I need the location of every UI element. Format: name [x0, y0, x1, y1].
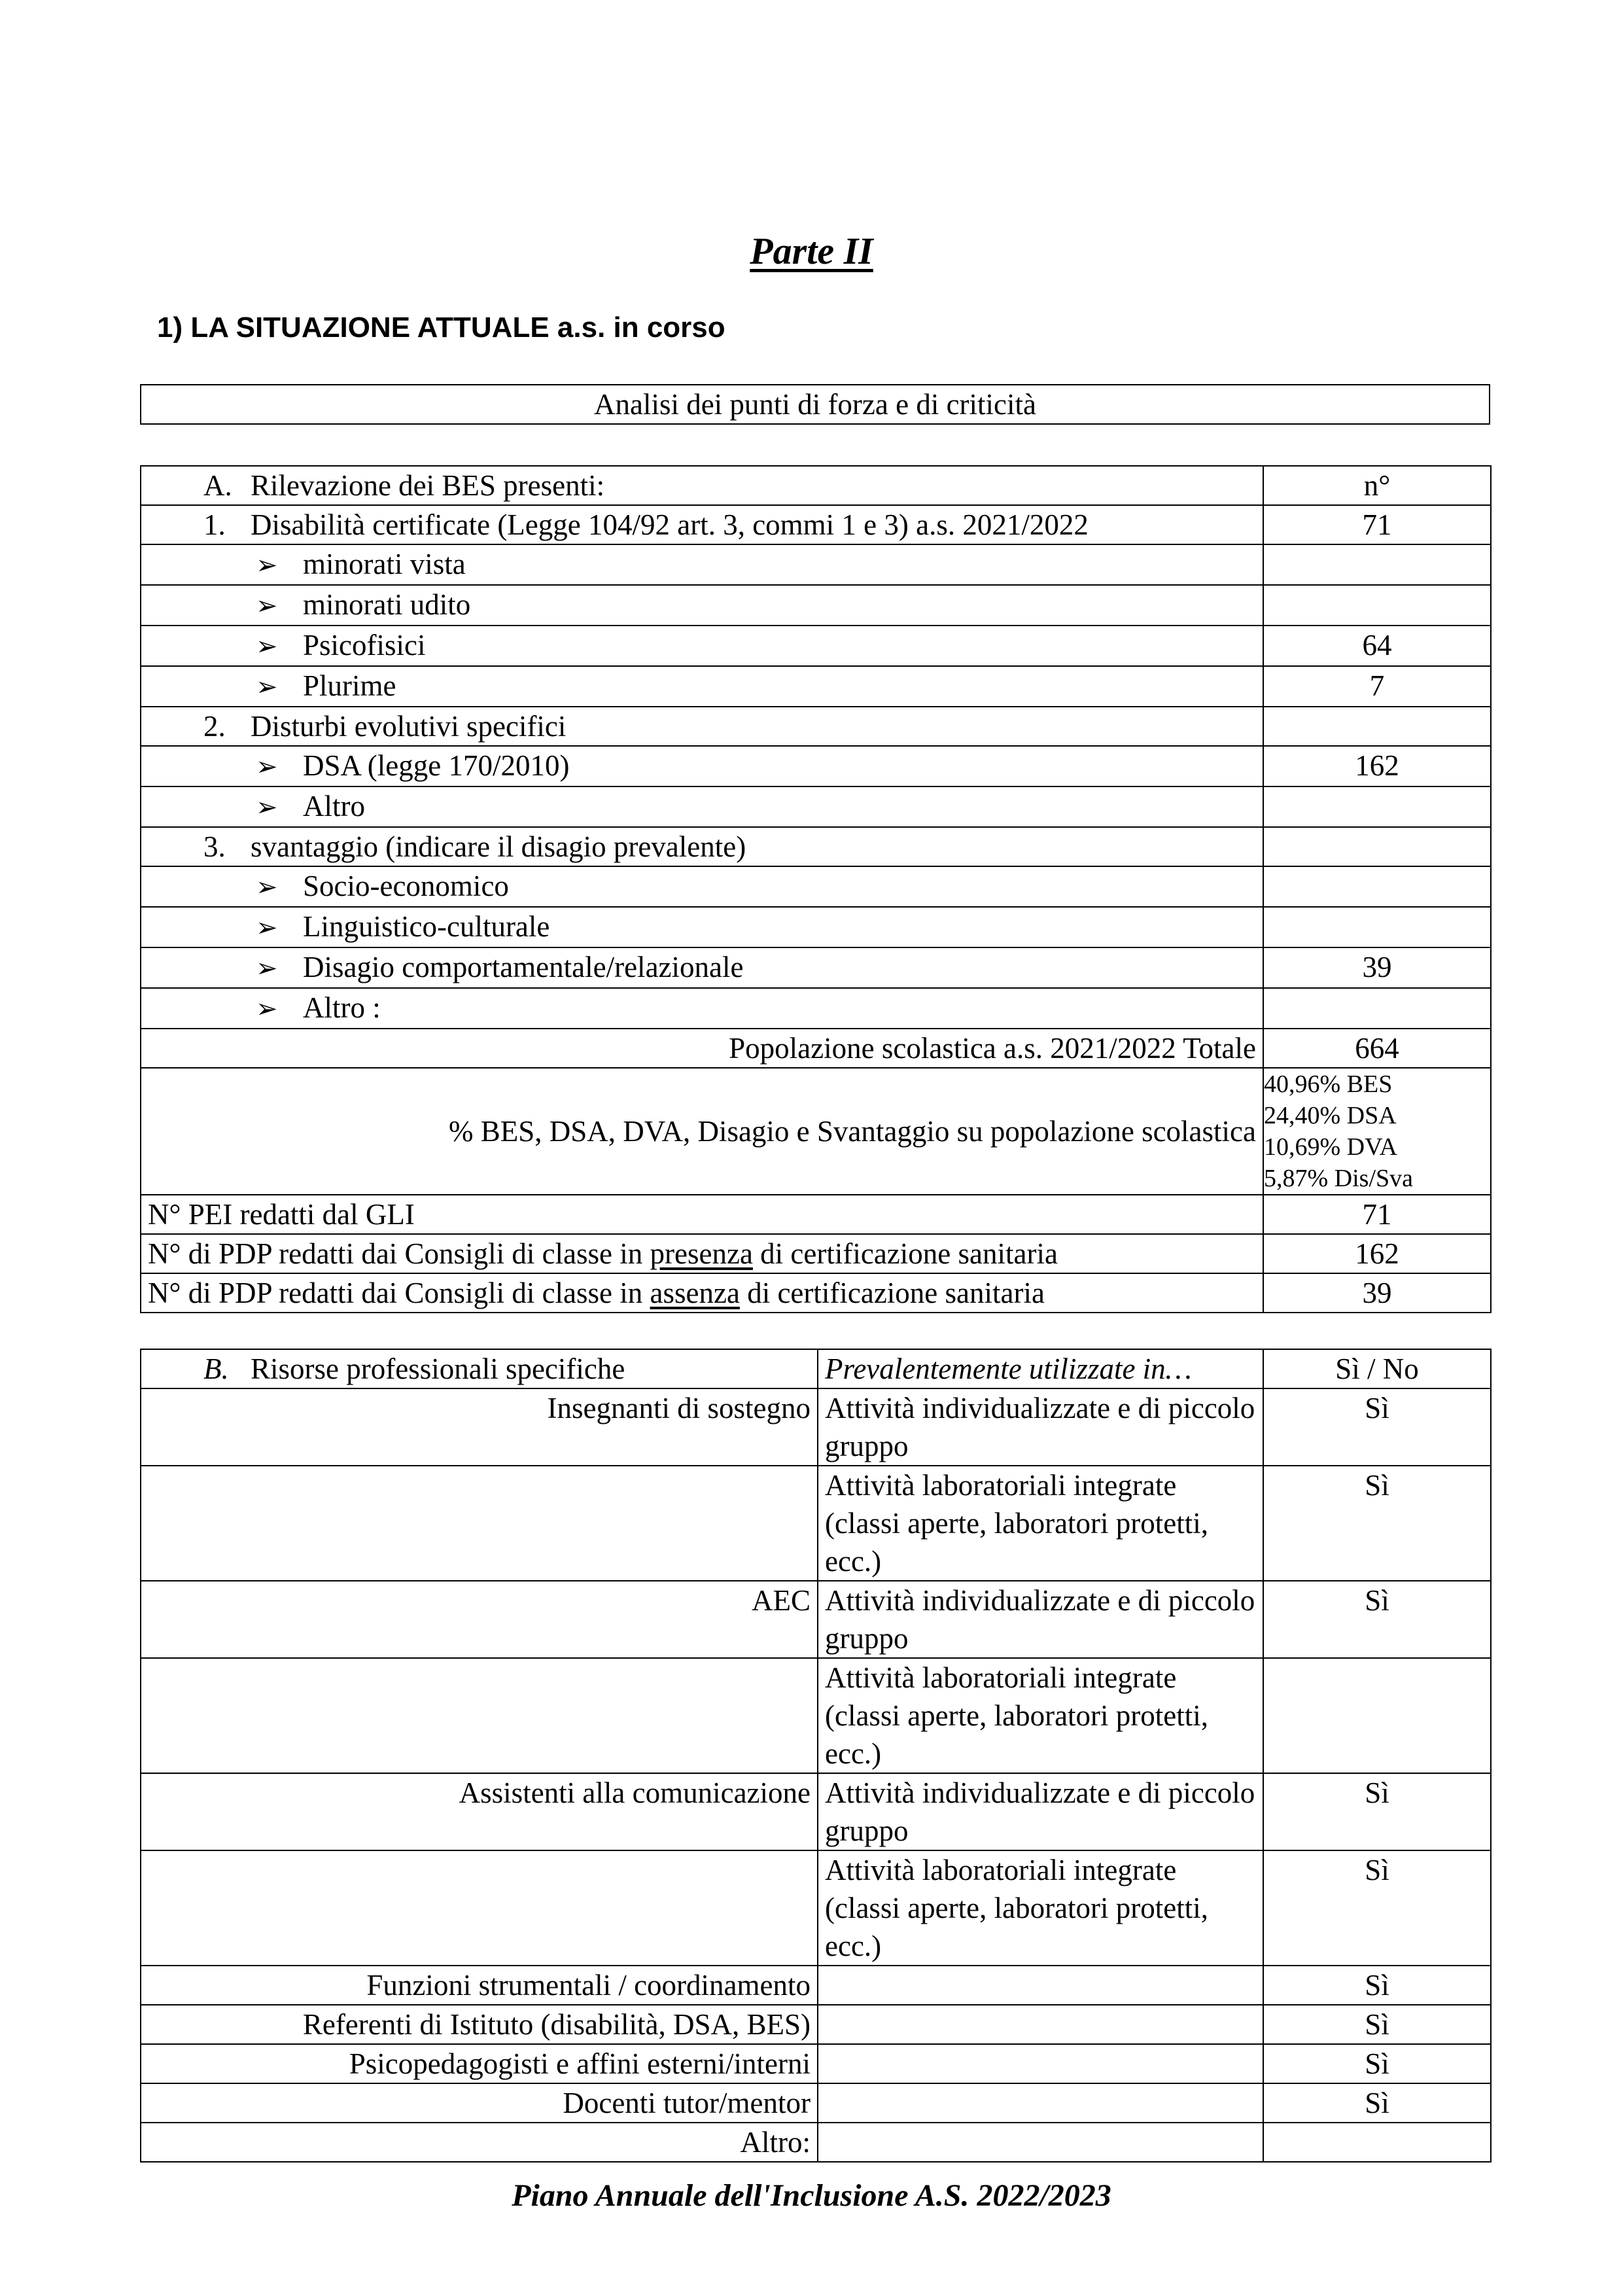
role-label	[141, 1850, 818, 1966]
arrow-bullet-icon: ➢	[256, 953, 278, 983]
yes-no-value	[1263, 2123, 1491, 2162]
table-row	[141, 707, 1491, 746]
yes-no-value: Sì	[1263, 1850, 1491, 1966]
total-row	[141, 1029, 1491, 1068]
activity-label: Attività laboratoriali integrate (classi aperte, laboratori protetti, ecc.)	[818, 1466, 1263, 1581]
role-label: Assistenti alla comunicazione	[141, 1773, 818, 1850]
table-row	[141, 544, 1491, 585]
pdp-presence-emphasis: presenza	[650, 1237, 753, 1270]
item-value: 64	[1263, 626, 1491, 666]
table-row	[141, 947, 1491, 988]
item-label: minorati vista	[303, 548, 466, 580]
yes-no-column-header: Sì / No	[1263, 1349, 1491, 1388]
group-value: 71	[1263, 505, 1491, 544]
arrow-bullet-icon: ➢	[256, 752, 278, 782]
analysis-title-box	[140, 384, 1490, 425]
yes-no-value: Sì	[1263, 1966, 1491, 2005]
activity-label	[818, 2123, 1263, 2162]
table-row	[141, 746, 1491, 786]
role-label: Referenti di Istituto (disabilità, DSA, BES)	[141, 2005, 818, 2044]
table-row	[141, 2083, 1491, 2123]
group-number: 2.	[203, 710, 226, 743]
role-label: Docenti tutor/mentor	[141, 2083, 818, 2123]
arrow-bullet-icon: ➢	[256, 550, 278, 580]
item-value	[1263, 585, 1491, 626]
item-value	[1263, 988, 1491, 1029]
role-label	[141, 1466, 818, 1581]
usage-column-header: Prevalentemente utilizzate in…	[818, 1349, 1263, 1388]
role-label: Altro:	[141, 2123, 818, 2162]
activity-label	[818, 2044, 1263, 2083]
table-row	[141, 1966, 1491, 2005]
percent-dva: 10,69% DVA	[1264, 1133, 1398, 1161]
table-a-header-row	[141, 466, 1491, 505]
activity-label: Attività laboratoriali integrate (classi aperte, laboratori protetti, ecc.)	[818, 1658, 1263, 1773]
table-row	[141, 988, 1491, 1029]
item-label: Altro :	[303, 991, 381, 1024]
activity-label: Attività laboratoriali integrate (classi aperte, laboratori protetti, ecc.)	[818, 1850, 1263, 1966]
activity-label: Attività individualizzate e di piccolo gruppo	[818, 1581, 1263, 1658]
item-label: Disagio comportamentale/relazionale	[303, 951, 744, 983]
pdp-absence-emphasis: assenza	[650, 1277, 740, 1309]
section-letter-b: B.	[203, 1352, 229, 1385]
table-row	[141, 866, 1491, 907]
total-label: Popolazione scolastica a.s. 2021/2022 Totale	[141, 1029, 1263, 1068]
table-row	[141, 827, 1491, 866]
bes-survey-table	[140, 465, 1492, 1313]
item-label: minorati udito	[303, 588, 471, 621]
pdp-presence-prefix: N° di PDP redatti dai Consigli di classe in	[148, 1237, 650, 1270]
yes-no-value	[1263, 1658, 1491, 1773]
pdp-absence-prefix: N° di PDP redatti dai Consigli di classe in	[148, 1277, 650, 1309]
page-title: Parte II	[750, 230, 873, 272]
yes-no-value: Sì	[1263, 1388, 1491, 1466]
item-label: DSA (legge 170/2010)	[303, 749, 570, 782]
table-row	[141, 1581, 1491, 1658]
role-label	[141, 1658, 818, 1773]
percent-row	[141, 1068, 1491, 1195]
percent-dsa: 24,40% DSA	[1264, 1102, 1397, 1129]
pei-row	[141, 1195, 1491, 1234]
role-label: Insegnanti di sostegno	[141, 1388, 818, 1466]
activity-label	[818, 1966, 1263, 2005]
percent-label: % BES, DSA, DVA, Disagio e Svantaggio su popolazione scolastica	[141, 1068, 1263, 1195]
table-row	[141, 1773, 1491, 1850]
activity-label	[818, 2005, 1263, 2044]
pdp-presence-suffix: di certificazione sanitaria	[752, 1237, 1058, 1270]
yes-no-value: Sì	[1263, 2044, 1491, 2083]
pdp-absence-value: 39	[1263, 1273, 1491, 1313]
group-value	[1263, 827, 1491, 866]
section-letter-a: A.	[203, 469, 232, 502]
group-number: 1.	[203, 508, 226, 541]
item-value: 162	[1263, 746, 1491, 786]
analysis-title: Analisi dei punti di forza e di criticità	[141, 385, 1490, 424]
item-label: Altro	[303, 790, 365, 822]
table-row	[141, 786, 1491, 827]
yes-no-value: Sì	[1263, 1581, 1491, 1658]
table-row	[141, 505, 1491, 544]
table-row	[141, 2044, 1491, 2083]
item-label: Socio-economico	[303, 870, 509, 902]
item-label: Psicofisici	[303, 629, 426, 662]
item-value	[1263, 866, 1491, 907]
pdp-absence-suffix: di certificazione sanitaria	[739, 1277, 1045, 1309]
section-heading: 1) LA SITUAZIONE ATTUALE a.s. in corso	[157, 311, 725, 344]
count-column-header: n°	[1263, 466, 1491, 505]
yes-no-value: Sì	[1263, 1466, 1491, 1581]
table-row	[141, 907, 1491, 947]
group-label: Disabilità certificate (Legge 104/92 art. 3, commi 1 e 3) a.s. 2021/2022	[251, 508, 1089, 541]
table-row	[141, 2005, 1491, 2044]
total-value: 664	[1263, 1029, 1491, 1068]
arrow-bullet-icon: ➢	[256, 872, 278, 902]
item-value	[1263, 544, 1491, 585]
arrow-bullet-icon: ➢	[256, 792, 278, 822]
item-value: 7	[1263, 666, 1491, 707]
item-label: Plurime	[303, 669, 396, 702]
arrow-bullet-icon: ➢	[256, 631, 278, 662]
percent-dis-sva: 5,87% Dis/Sva	[1264, 1165, 1413, 1192]
activity-label: Attività individualizzate e di piccolo gruppo	[818, 1773, 1263, 1850]
item-value	[1263, 907, 1491, 947]
pdp-absence-row	[141, 1273, 1491, 1313]
table-row	[141, 1388, 1491, 1466]
arrow-bullet-icon: ➢	[256, 591, 278, 621]
percent-bes: 40,96% BES	[1264, 1070, 1393, 1098]
pei-label: N° PEI redatti dal GLI	[141, 1195, 1263, 1234]
item-value: 39	[1263, 947, 1491, 988]
yes-no-value: Sì	[1263, 1773, 1491, 1850]
group-label: svantaggio (indicare il disagio prevalente)	[251, 830, 746, 863]
section-b-label: Risorse professionali specifiche	[251, 1352, 625, 1385]
pdp-presence-value: 162	[1263, 1234, 1491, 1273]
arrow-bullet-icon: ➢	[256, 913, 278, 943]
yes-no-value: Sì	[1263, 2005, 1491, 2044]
table-row	[141, 1850, 1491, 1966]
pei-value: 71	[1263, 1195, 1491, 1234]
table-row	[141, 2123, 1491, 2162]
role-label: Funzioni strumentali / coordinamento	[141, 1966, 818, 2005]
table-b-header-row	[141, 1349, 1491, 1388]
table-row	[141, 1658, 1491, 1773]
item-label: Linguistico-culturale	[303, 910, 550, 943]
item-value	[1263, 786, 1491, 827]
arrow-bullet-icon: ➢	[256, 994, 278, 1024]
role-label: Psicopedagogisti e affini esterni/interni	[141, 2044, 818, 2083]
group-value	[1263, 707, 1491, 746]
group-label: Disturbi evolutivi specifici	[251, 710, 567, 743]
pdp-presence-row	[141, 1234, 1491, 1273]
role-label: AEC	[141, 1581, 818, 1658]
table-row	[141, 666, 1491, 707]
activity-label: Attività individualizzate e di piccolo gruppo	[818, 1388, 1263, 1466]
arrow-bullet-icon: ➢	[256, 672, 278, 702]
page-footer: Piano Annuale dell'Inclusione A.S. 2022/2023	[512, 2178, 1111, 2213]
professional-resources-table	[140, 1349, 1492, 2163]
table-row	[141, 1466, 1491, 1581]
yes-no-value: Sì	[1263, 2083, 1491, 2123]
table-row	[141, 626, 1491, 666]
activity-label	[818, 2083, 1263, 2123]
group-number: 3.	[203, 830, 226, 863]
table-row	[141, 585, 1491, 626]
section-a-label: Rilevazione dei BES presenti:	[251, 469, 605, 502]
